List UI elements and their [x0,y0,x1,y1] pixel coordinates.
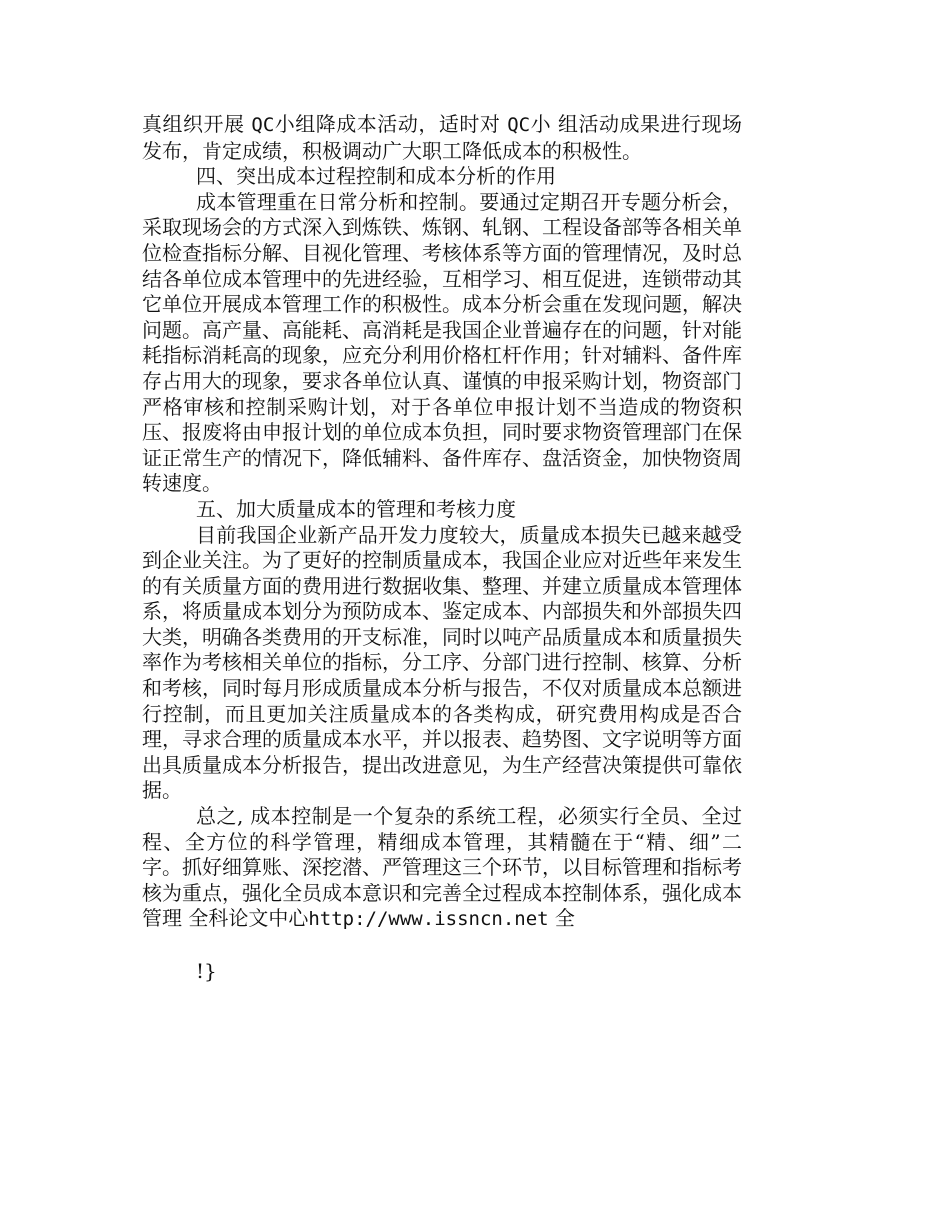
paragraph-qc-activities [142,112,742,164]
qc-term: QC [507,114,531,136]
paragraph-cost-analysis: 成本管理重在日常分析和控制。要通过定期召开专题分析会，采取现场会的方式深入到炼铁、炼钢、轧钢、工程设备部等各相关单位检查指标分解、目视化管理、考核体系等方面的管理情况，及时总结各单位成本管理中的先进经验，互相学习、相互促进，连锁带动其它单位开展成本管理工作的积极性。成本分析会重在发现问题，解决问题。高产量、高能耗、高消耗是我国企业普遍存在的问题，针对能耗指标消耗高的现象，应充分利用价格杠杆作用；针对辅料、备件库存占用大的现象，要求各单位认真、谨慎的申报采购计划，物资部门严格审核和控制采购计划，对于各单位申报计划不当造成的物资积压、报废将由申报计划的单位成本负担，同时要求物资管理部门在保证正常生产的情况下，降低辅料、备件库存、盘活资金，加快物资周转速度。 [142,189,742,496]
paragraph-text: 全 [548,906,575,931]
paragraph-conclusion [142,804,742,933]
trailing-text: !} [196,959,217,983]
section-heading-4: 四、突出成本过程控制和成本分析的作用 [196,164,556,189]
paragraph-text: 小组降成本活动，适时对 [274,112,508,136]
paragraph-text: 总之, 成本控制是一个复杂的系统工程，必须实行全员、全过程、全方位的科学管理，精细成本管理，其精髓在于“精、细”二字。抓好细算账、深挖潜、严管理这三个环节，以目标管理和指标考核为重点，强化全员成本意识和完善全过程成本控制体系，强化成本管理 全科论文中心 [142,804,742,931]
paragraph-quality-cost: 目前我国企业新产品开发力度较大，质量成本损失已越来越受到企业关注。为了更好的控制质量成本，我国企业应对近些年来发生的有关质量方面的费用进行数据收集、整理、并建立质量成本管理体系，将质量成本划分为预防成本、鉴定成本、内部损失和外部损失四大类，明确各类费用的开支标准，同时以吨产品质量成本和质量损失率作为考核相关单位的指标，分工序、分部门进行控制、核算、分析和考核，同时每月形成质量成本分析与报告，不仅对质量成本总额进行控制，而且更加关注质量成本的各类构成，研究费用构成是否合理，寻求合理的质量成本水平，并以报表、趋势图、文字说明等方面出具质量成本分析报告，提出改进意见，为生产经营决策提供可靠依据。 [142,522,742,803]
document-body [142,112,742,985]
qc-term: QC [251,114,275,136]
paragraph-text: 真组织开展 [142,112,252,136]
paragraph-text: 小 组活动成果进行现场发布，肯定成绩，积极调动广大职工降低成本的积极性。 [142,112,743,163]
section-heading-5: 五、加大质量成本的管理和考核力度 [196,496,516,521]
website-link[interactable]: http://www.issncn.net [308,908,549,931]
